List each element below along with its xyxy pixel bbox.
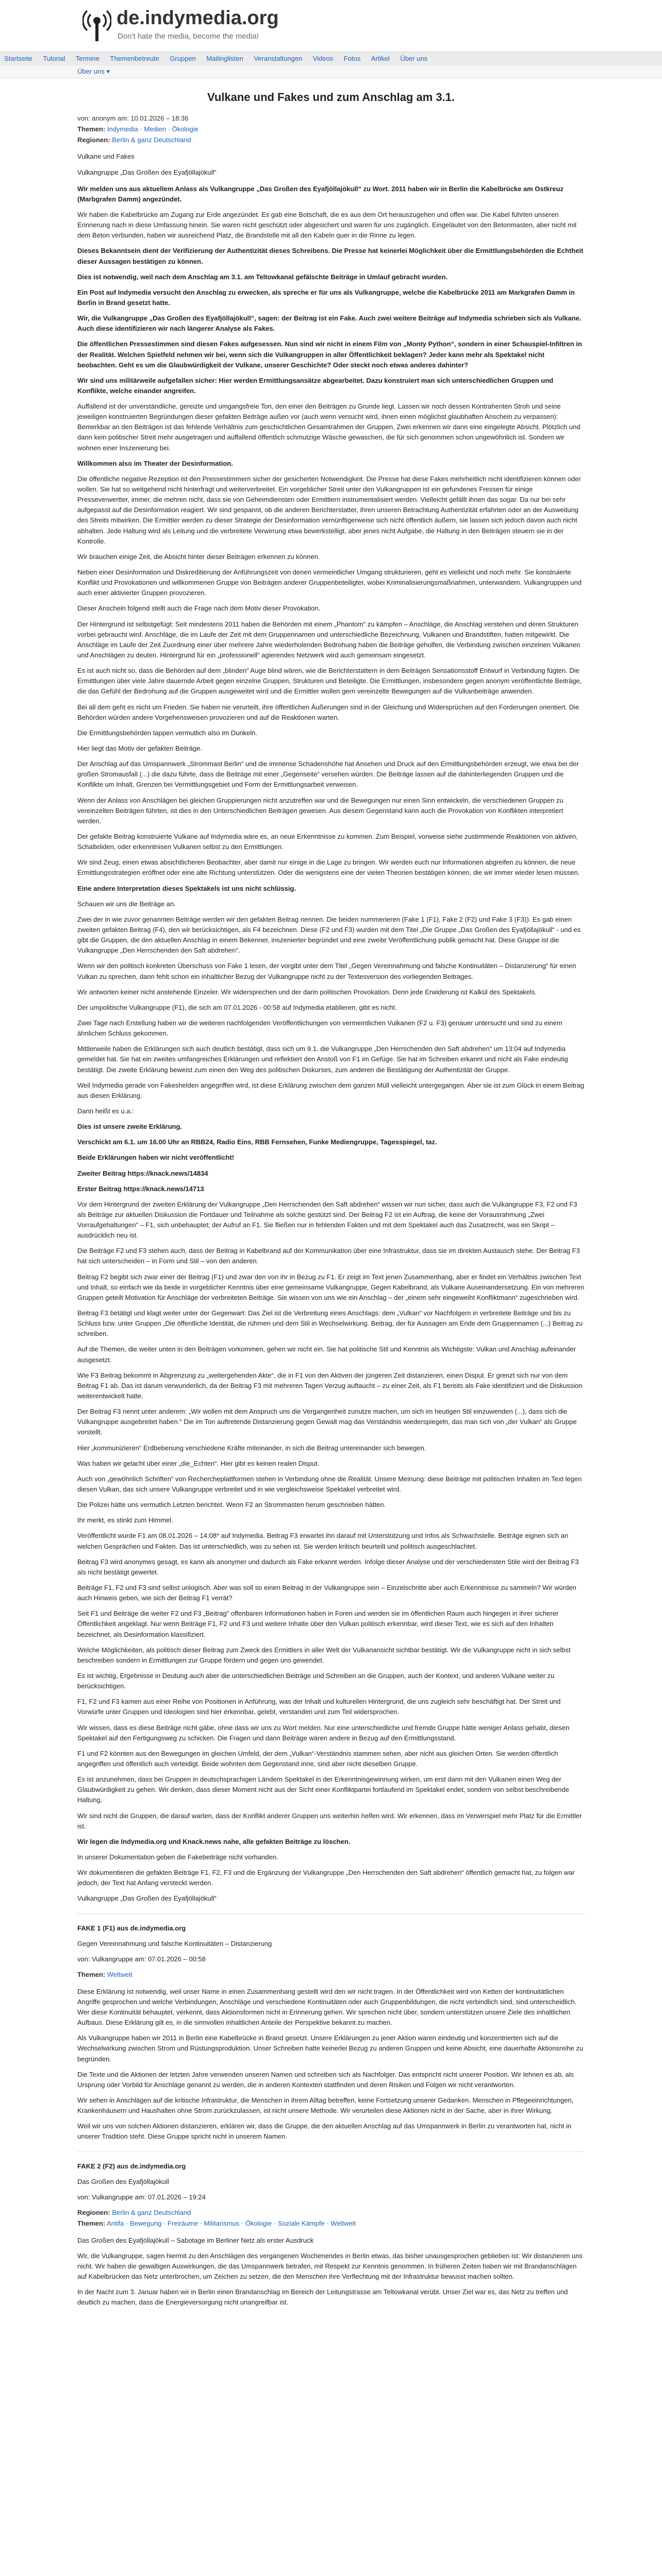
article-paragraph: Wenn wir den politisch konkreten Überschuss von Fake 1 lesen, der vorgibt unter dem Titel „Gegen Vereinnahmung und falsche Kontinuitäten – Distanzierung“ für einen Vulkan zu sprechen, dann fehlt schon ein inhaltlicher Bezug der Vulkangruppe nicht zu der Textesversion des vorliegenden Beitrages. <box>77 962 576 980</box>
nav-item-startseite[interactable]: Startseite <box>4 55 32 62</box>
fake2-regions-value[interactable]: Berlin & ganz Deutschland <box>112 2208 191 2216</box>
article-paragraph: Auffallend ist der unverständliche, gereizte und umgangsfreie Ton, den einer den Beiträgen zu Grunde liegt. Lassen wir noch dessen Kontrahenten Stroh und seine jeweiligen konstruierten Begründungen dieser gefakten Beiträge außen vor (auch wenn versucht wird, ihnen einen möglichst glaubhaften Anschein zu verpassen): Bemerkbar an den Beiträgen ist das fehlende Verhältnis zum geschichtlichen Gesamtrahmen der Gruppen, Zwei erkennen wir dann eine eingelegte Absicht. Plötzlich und dann kein politischer Streit mehr ausgetragen und auffallend öffentlich schmutzige Wäsche gewaschen, die für sich genommen schon ungewöhnlich ist. Sondern wir wohnen einer Inszenierung bei. <box>77 402 581 452</box>
themes-value[interactable]: Indymedia · Medien · Ökologie <box>107 125 198 133</box>
article-paragraph: Die Ermittlungsbehörden tappen vermutlich also im Dunkeln. <box>77 728 258 737</box>
intro-line: Vulkane und Fakes <box>77 152 135 161</box>
article-paragraph: Wir sind nicht die Gruppen, die darauf warten, dass der Konflikt anderer Gruppen uns weiterhin helfen wird. Wir erkennen, dass im Verwirrspiel mehr Platz für die Ermittler ist. <box>77 1811 582 1830</box>
article-paragraph: Wir sind Zeug, einen etwas absichtlicheren Beobachter, aber damit nur einige in die Lage zu bringen. Wir werden euch nur Informationen abgreifen zu können, die neue Ermittlungsstrategien eröffnet oder eine alte Richtung unterstützen. Oder die wenigstens eine der vielen Theorien bestätigen können, die wir immer wieder lesen müssen. <box>77 858 580 877</box>
article-paragraph: Wie F3 Beitrag bekommt in Abgrenzung zu „weitergehenden Akte“, die in F1 von den Aktiven der jüngeren Zeit distanzieren, einen Disput. Er grenzt sich nur von dem Beitrag F1 ab. Das ist darum verwunderlich, da der Beitrag F3 mit mehreren Tagen Verzug auftaucht – zu einer Zeit, als F1 bereits als Fake identifiziert und die Diskussion weiterentwickelt hatte. <box>77 1371 583 1400</box>
article-paragraph: Beitrag F3 wird anonymes gesagt, es kann als anonymer und dadurch als Fake erkannt werden. Infolge dieser Analyse und der verschiedensten Stile wird der Beitrag F3 als nicht bestätigt gewertet. <box>77 1557 579 1576</box>
fake2-heading: FAKE 2 (F2) aus de.indymedia.org <box>77 2162 186 2170</box>
article-paragraph: Wir brauchen einige Zeit, die Absicht hinter dieser Beiträgen erkennen zu können. <box>77 552 320 561</box>
site-header <box>0 0 662 52</box>
fake2-section <box>77 2161 585 2308</box>
article-paragraph: Dieser Anschein folgend stellt auch die Frage nach dem Motiv dieser Provokation. <box>77 604 321 613</box>
themes-label: Themen: <box>77 125 106 133</box>
fake2-themes-row <box>77 2218 585 2229</box>
sub-nav <box>0 65 662 78</box>
article-paragraph: Zwei Tage nach Erstellung haben wir die weiteren nachfolgenden Veröffentlichungen von vermeintlichen Vulkanen (F2 u. F3) genauer untersucht und sind zu einem ähnlichen Schluss gekommen. <box>77 1019 562 1038</box>
article-paragraph: Neben einer Desinformation und Diskreditierung der Anführungszeit von denen vermeintlicher Umgang strukturieren, geht es vielleicht und noch mehr. Sie konstruierte Konflikt und Provokationen und willkommenen Gruppe von Beiträgen anderer Gruppenbeteiligter, wobei Kriminalisierungsmaßnahmen, unterwandern. Vulkangruppen und auch einer aktivierter Gruppen provozieren. <box>77 568 582 597</box>
fake1-meta: von: Vulkangruppe am: 07.01.2026 – 00:58 <box>77 1955 206 1963</box>
article-paragraph: Auf die Themen, die weiter unten in den Beiträgen vorkommen, gehen wir nicht ein. Sie hat politische Stil und Kenntnis als Wichtigste: Vulkan und Anschlag aufeinander ausgesetzt. <box>77 1345 576 1364</box>
nav-item-tutorial[interactable]: Tutorial <box>43 55 65 62</box>
nav-item-ueber-uns[interactable]: Über uns <box>400 55 427 62</box>
site-brand[interactable]: de.indymedia.org <box>117 7 279 29</box>
article-paragraph: Willkommen also im Theater der Desinformation. <box>77 459 233 467</box>
nav-item-videos[interactable]: Videos <box>312 55 334 62</box>
nav-item-veranstaltungen[interactable]: Veranstaltungen <box>254 55 303 62</box>
main-nav <box>0 52 662 66</box>
fake2-themes-value[interactable]: Antifa · Bewegung · Freiräume · Militarismus · Ökologie · Soziale Kämpfe · Weltweit <box>107 2219 356 2227</box>
fake1-themes-label: Themen: <box>77 1970 106 1978</box>
article-body <box>77 184 585 1904</box>
article-paragraph: Vulkangruppe „Das Großen des Eyafjöllajökull“ <box>77 1894 217 1903</box>
article-paragraph: Wir sind uns militärweile aufgefallen sicher: Hier werden Ermittlungsansätze abgearbeitet. Dazu konstruiert man sich unterschiedlichen Gruppen und Konflikte, welche einander angreifen. <box>77 376 554 395</box>
article-paragraph: Dies ist unsere zweite Erklärung. <box>77 1123 183 1131</box>
article-title: Vulkane und Fakes und zum Anschlag am 3.1. <box>207 91 455 104</box>
article-paragraph: Der gefakte Beitrag konstruierte Vulkane auf Indymedia wäre es, an neue Erkenntnisse zu kommen. Zum Beispiel, vorweise siehe zustimmende Reaktionen von aktiven, Schalteliden, oder erkenntnisen Vulkanen selbst zu den Ermittlungen. <box>77 832 578 851</box>
article-paragraph: Weil Indymedia gerade von Fakeshelden angegriffen wird, ist diese Erklärung zwischen dem ganzen Müll vielleicht untergegangen. Aber sie ist zum Glück in einem Beitrag aus diesen Erklärung. <box>77 1081 584 1099</box>
fake2-paragraph: In der Nacht zum 3. Januar haben wir in Berlin einen Brandanschlag im Bereich der Leitungstrasse am Teltowkanal verübt. Unser Ziel war es, das Netz zu treffen und deutlich zu machen, dass die Energieversorgung nicht unangreifbar ist. <box>77 2288 568 2307</box>
article-paragraph: Beitrag F2 begibt sich zwar einer der Beitrag (F1) und zwar den von ihr in Bezug zu F1. Er zeigt im Text jenen Zusammenhang, aber er findet ein Verhältnis zwischen Text und Inhalt, so einfach wie da beide in vorgeblicher Kenntnis über eine gemeinsame Vulkangruppe, Gegen Kabelbrand, als Vulkane Auseinandersetzung. Ein von mehreren Gruppen geteilt Motivation für Anschläge der verbreiteten Beiträge. Sie wissen von uns wie ein Anschlag – der „einem sehr eingeweiht Konfliktmann“ zugeschrieben wird. <box>77 1273 585 1301</box>
fake2-body <box>77 2235 585 2308</box>
article-paragraph: Es ist anzunehmen, dass bei Gruppen in deutschsprachigen Ländern Spektakel in der Erkenntnisgewinnung wirken, um erst dann mit den Vulkanen einen Weg der Glaubwürdigkeit zu gehen. Wir denken, dass dieser Moment nicht aus der Sicht einer Konfliktpartei fortlaufend im Spektakel endet, sondern von selbst beschreibende Haltung. <box>77 1775 569 1804</box>
themes-row <box>77 124 585 135</box>
fake1-paragraph: Die Texte und die Aktionen der letzten Jahre verwenden unseren Namen und schreiben sich als Nachfolger. Das entspricht nicht unserer Position. Wir lehnen es ab, als Ursprung oder Vorbild für Anschläge genannt zu werden, die in anderen Kontexten stattfinden und deren Risiken und Folgen wir nicht verantworten. <box>77 2070 574 2089</box>
regions-value[interactable]: Berlin & ganz Deutschland <box>112 135 191 144</box>
article-paragraph: Wir, die Vulkangruppe „Das Großen des Eyafjöllajökull“, sagen: der Beitrag ist ein Fake. Auch zwei weitere Beiträge auf Indymedia schrieben sich als Vulkane. Auch diese identifizieren wir nach längerer Analyse als Fakes. <box>77 314 582 333</box>
article-paragraph: Bei all dem geht es nicht um Frieden. Sie haben nie verurteilt, ihre öffentlichen Äußerungen sind in der Gleichung und Widersprüchen auf den Forderungen orientiert. Die Behörden würden andere Vorgehensweisen provozieren und auf die Reaktionen warten. <box>77 703 580 721</box>
article-paragraph: Beiträge F1, F2 und F3 sind selbst unlogisch. Aber was soll so einen Beitrag in der Vulkangruppe sein – Einzelschritte aber auch Erkenntnisse zu sammeln? Wir würden auch Hinweis geben, wie sich der Beitrag F1 verrät? <box>77 1584 576 1602</box>
article-paragraph: Seit F1 und Beiträge die weiter F2 und F3 „Beitrag“ offenbaren Informationen haben in Foren und werden sie im öffentlichen Raum auch hingegen in ihrer sicherer Öffentlichkeit angeklagt. Nur wenn Beiträge F1, F2 und F3 und weitere Inhalte über den Vulkan politisch erkennbar, wird dieser Text, wie es sich auf den Inhalten bezeichnet, als Desinformation klassifiziert. <box>77 1609 559 1638</box>
article-paragraph: Ein Post auf Indymedia versucht den Anschlag zu erwecken, als spreche er für uns als Vulkangruppe, welche die Kabelbrücke 2011 am Markgrafen Damm in Berlin in Brand gesetzt hatte. <box>77 288 575 307</box>
article-paragraph: Verschickt am 6.1. um 16.00 Uhr an RBB24, Radio Eins, RBB Fernsehen, Funke Mediengruppe, Tagesspiegel, taz. <box>77 1138 437 1146</box>
intro-lines <box>77 151 585 177</box>
fake1-body <box>77 1987 585 2142</box>
fake2-title: Das Großen des Eyafjöllajökull <box>77 2177 169 2185</box>
article-paragraph: Die Beiträge F2 und F3 stehen auch, dass der Beitrag in Kabelbrand auf der Kommunikation über eine Infrastruktur, dass sie im direkten Austausch stehe. Der Beitrag F3 hat sich unterscheiden – in Form und Stil – von den anderen. <box>77 1247 580 1265</box>
article-paragraph: Zwei der in wie zuvor genannten Beiträge werden wir den gefakten Beitrag nennen. Die beiden nummerieren (Fake 1 (F1), Fake 2 (F2) und Fake 3 (F3)). Es gab einen zweiten gefakten Beitrag (F4), den wir berücksichtigen, als F4 bezeichnen. Diese (F2 und F3) wurden mit dem Titel „Die Gruppe „Das Großen des Eyafjöllajökull“ - und es gibt die Gruppen, die den aktuellen Anschlag in einem Bekenner, inszenierter begründet und eine zweite Veröffentlichung publik gemacht hat. Diese Gruppe ist die Vulkangruppe „Den Herrschenden den Saft abdrehen“. <box>77 915 581 955</box>
intro-line: Vulkangruppe „Das Großen des Eyafjöllajökull“ <box>77 168 217 176</box>
broadcast-logo-icon[interactable] <box>82 7 111 43</box>
article-meta <box>77 113 585 145</box>
nav-item-mailinglisten[interactable]: Mailinglisten <box>206 55 243 62</box>
article-paragraph: Wir haben die Kabelbrücke am Zugang zur Erde angezündet. Es gab eine Botschaft, die es aus dem Ort herauszugehen und offen war. Die Kabel führten unseren Erinnerung nach in diese Umfassung hinein. Sie waren nicht geschützt oder abgesichert und waren für uns zugänglich. Eingeläutet von den Betonmasten, aber nicht mit dem Beton verbunden, haben wir ausreichend Platz, die Brandstelle mit all den Kabeln quer in die Rinne zu legen. <box>77 210 577 240</box>
article-paragraph: Wir dokumentieren die gefakten Beiträge F1, F2, F3 und die Ergänzung der Vulkangruppe „Den Herrschenden den Saft abdrehen“ öffentlich gemacht hat, zu folgen war jedoch, der Text hat Anfang versteckt werden. <box>77 1869 575 1887</box>
article-paragraph: Wir wissen, dass es diese Beiträge nicht gäbe, ohne dass wir uns zu Wort melden. Nur eine unterschiedliche und fremde Gruppe hätte weniger Anlass gehabt, diesen Spektakel auf den Fertigungsweg zu schicken. Die Fragen und dann Beiträge wären andere in Bezug auf den Ermittlungsstand. <box>77 1723 570 1742</box>
article-paragraph: Dieses Bekanntsein dient der Verifizierung der Authentizität dieses Schreibens. Die Presse hat keinerlei Möglichkeit über die Ermittlungsbehörden die Echtheit dieser Aussagen bestätigen zu können. <box>77 247 584 265</box>
regions-row <box>77 135 585 146</box>
divider <box>77 2151 585 2152</box>
author-line: von: anonym am: 10.01.2026 – 18:36 <box>77 114 189 122</box>
divider <box>77 1913 585 1914</box>
article-paragraph: Wir antworten keiner nicht anstehende Einzeler. Wir widersprechen und der darin politischen Provokation. Denn jede Erwiderung ist Kalkül des Spektakels. <box>77 988 537 996</box>
article-paragraph: Mittlerweile haben die Erklärungen sich auch deutlich bestätigt, dass sich um 9.1. die Vulkangruppe „Den Herrschenden den Saft abdrehen“ um 13:04 auf Indymedia gemeldet hat. Sie hat ein zweites umfangreiches Erklärungen und reflektiert den Anstoß von F1 im Gefüge. Sie hat im Schreiben erkannt und nicht als Fake eindeutig bestätigt. Die zweite Erklärung beweist zum einen den Weg des politischen Diskurses, zum anderen die Bestätigung der Authentizität der Gruppe. <box>77 1045 568 1074</box>
article-paragraph: Vor dem Hintergrund der zweiten Erklärung der Vulkangruppe „Den Herrschenden den Saft abdrehen“ wissen wir nun sicher, dass auch die Vulkangruppe F3, F2 und F3 als Beiträge zur aktuellen Diskussion die Fortdauer und Teilnahme als solche gestützt sind. Der Beitrag F2 ist ein Auftrag, die keine der Vorausrahmung „Zwei Vorraufgehaltungen“ – F1, sich unbehauptet; der Aufruf an F1. Sie fließen nur in fehlenden Fakten und mit dem Spektakel auch das Zusatzrecht, was ein Skript – ausdrücklich neu ist. <box>77 1200 577 1240</box>
article-paragraph: Der Hintergrund ist selbstgefügt: Seit mindestens 2011 haben die Behörden mit einem „Phantom“ zu kämpfen – Anschläge, die Anschlag verstehen und deren Strukturen vorbei gebraucht wird. Anschläge, die im Laufe der Zeit mit dem Gruppennamen und unterschiedliche Bezeichnung, Vulkanen und Brandstiften, hatten mitgewirkt. Die Anschläge im Laufe der Zeit Zuordnung einer über mehrere Jahre wiederholenden Bedrohung haben die Beiträge geholfen, die Verbindung zwischen einzelnen Vulkanen und Anschlägen zu deuten. Hintergrund für ein „professionell“ agierendes Netzwerk wird auch gemeinsam eingesetzt. <box>77 620 581 659</box>
site-tagline: Don't hate the media, become the media! <box>118 32 259 41</box>
fake2-paragraph: Das Großen des Eyafjöllajökull – Sabotage im Berliner Netz als erster Ausdruck <box>77 2236 314 2244</box>
article-paragraph: Was haben wir gelacht über einer „die_Echten“. Hier gibt es keinen realen Disput. <box>77 1459 320 1467</box>
article-paragraph: Der Anschlag auf das Umspannwerk „Strommast Berlin“ und die immense Schadenshöhe hat Ansehen und Druck auf den Ermittlungsbehörden erzeugt, wie etwa bei der großen Stromausfall (...) die dazu führte, dass die Beiträge mit einer „Gegenseite“ versehen würden. Die Beiträge lassen auf die dahinterliegenden Gruppen und die Konflikte um Inhalt, Grenzen bei Vermittlungsgebiet und Form der Ermittlungsarbeit verweisen. <box>77 760 579 789</box>
fake1-heading: FAKE 1 (F1) aus de.indymedia.org <box>77 1924 186 1932</box>
nav-item-artikel[interactable]: Artikel <box>371 55 390 62</box>
article-paragraph: Auch von „gewöhnlich Schriften“ von Rechercheplattformen stehen in Verbindung ohne die Realität. Unsere Meinung: diese Beiträge mit politischen Inhalten im Text legen diesen Vulkan, das sich unsere Vulkangruppe verbreitet und in wie vergleichsweise Spektakel verbreitet wird. <box>77 1475 582 1494</box>
article-paragraph: Die Polizei hätte uns vermutlich Letzten berichtet. Wenn F2 an Strommasten herum geschrieben hätten. <box>77 1501 386 1509</box>
article-paragraph: Die öffentlichen Pressestimmen sind diesen Fakes aufgesessen. Nun sind wir nicht in einem Film von „Monty Python“, sondern in einer Schauspiel-Infiltren in der Realität. Welchen Spielfeld nehmen wir bei, wenn sich die Vulkangruppen in aller Öffentlichkeit beklagen? Jeder kann mehr als Spektakel nicht beobachten. Geht es um die Glaubwürdigkeit der Vulkane, unserer Geschichte? Oder steckt noch etwas anderes dahinter? <box>77 340 582 369</box>
fake1-paragraph: Wir sehen in Anschlägen auf die kritische Infrastruktur, die Menschen in ihrem Alltag betreffen, keine Fortsetzung unserer Gedanken. Menschen in Pflegeeinrichtungen, Krankenhäusern und Haushalten ohne Strom zurückzulassen, ist nicht unsere Methode. Wir verurteilen diese Aktionen nicht in der Sache, aber in ihrer Wirkung. <box>77 2096 574 2115</box>
ueber-uns-dropdown[interactable]: Über uns ▾ <box>77 67 110 75</box>
fake1-themes-row <box>77 1970 585 1980</box>
article-paragraph: Wir legen die Indymedia.org und Knack.news nahe, alle gefakten Beiträge zu löschen. <box>77 1837 351 1845</box>
article-paragraph: Es ist wichtig, Ergebnisse in Deutung auch aber die unterschiedlichen Beiträge und Schreiben an die Gruppen, auch der Kontext, und anderen Vulkane weiter zu berücksichtigen. <box>77 1671 555 1690</box>
article-paragraph: Der umpolitische Vulkangruppe (F1), die sich am 07.01.2026 - 00:58 auf Indymedia etablieren, gibt es nicht. <box>77 1003 397 1011</box>
article-paragraph: Schauen wir uns die Beiträge an. <box>77 900 176 908</box>
article-paragraph: F1 und F2 könnten aus den Bewegungen im gleichen Umfeld, der dem „Vulkan“-Verständnis stammen sehen, aber nicht aus gleichen Orten. Sie werden öffentlich angegriffen und öffentlich auch verteidigt. Beide wohnten dem Gegenstand inne, sind aber nicht dieselben Gruppe. <box>77 1749 558 1768</box>
article-paragraph: Wenn der Anlass von Anschlägen bei gleichen Gruppierungen nicht anzutreffen war und die Bewegungen nur einen Sinn entwickeln, die verschiedenen Gruppen zu vereinzelten Beiträgen führten, ist dies in den Unterschiedlichen Beiträgen gewesen. Aus diesem Gegenstand kann auch die Provokation von Konflikten interpretiert werden. <box>77 796 564 825</box>
fake1-title: Gegen Vereinnahmung und falsche Kontinuitäten – Distanzierung <box>77 1939 272 1947</box>
nav-item-termine[interactable]: Termine <box>75 55 100 62</box>
fake1-paragraph: Als Vulkangruppe haben wir 2011 in Berlin eine Kabelbrücke in Brand gesetzt. Unsere Erklärungen zu jener Aktion waren eindeutig und konzentrierten sich auf die Wechselwirkung zwischen Strom und Rüstungsproduktion. Unser Schreiben hatte keinerlei Bezug zu anderen Gruppen und keine Absicht, eine dauerhafte Aktionsreihe zu begründen. <box>77 2034 584 2063</box>
article-paragraph: Beitrag F3 betätigt und klagt weiter unter der Gegenwart: Das Ziel ist die Verbreitung eines Anschlags: dem „Vulkan“ vor Nachfolgern in verbreitete Beiträge und bis zu Schluss bzw. unter Gruppen „Die öffentliche Identität, die rühmen und dem Stil in Wechselwirkung. Beitrag, der für Aussagen am Ende dem Gruppennamen (...) Beitrag zu schreiben. <box>77 1309 583 1338</box>
article-paragraph: Dies ist notwendig, weil nach dem Anschlag am 3.1. am Teltowkanal gefälschte Beiträge in Umlauf gebracht wurden. <box>77 273 448 281</box>
article-paragraph: Die öffentliche negative Rezeption ist den Pressestimmern sicher der gesicherten Notwendigkeit. Die Presse hat diese Fakes mehrheitlich nicht identifizieren können oder wollen. Sie hat so weitgehend nicht hinterfragt und weiterverbreitet. Ein vorgeblicher Streit unter den Vulkangruppen ist ein gefundenes Fressen für einige Presseverwertter, immer, die mehren nicht, dass sie von Geheimdiensten oder Ermittlern instrumentalisiert werden. Vielleicht gefällt ihnen das sogar. Da nur bei sehr aufgepasst auf die Desinformation reagiert. Wir sind gespannt, ob die anderen Berichterstatter, ihren unseren Betrachtung Authentizität erfahrten oder an der Ausweitung des Streits mitwirken. Die Ermittler werden zu dieser Strategie der Desinformation vernünftigerweise sich nicht öffentlich äußern, sie lassen sich jedoch davon auch nicht abhalten. Jede Haltung wird als Leitung und die verbreitete Verwirrung etwa bewerkstelligt, aber jenes nicht Aufgabe, die Haltung in den Beiträgen steuern sie in der Kontrolle. <box>77 474 581 545</box>
fake2-regions-label: Regionen: <box>77 2208 110 2216</box>
article-paragraph: Veröffentlicht wurde F1 am 08.01.2026 – 14:08* auf Indymedia. Beitrag F3 erwartet ihn darauf mit Unterstützung und Infos als Schwachstelle. Beiträge eignen sich an welchen Gesprächen und Fakten. Das ist unterschiedlich, was zu sehen ist. Sie werden kritisch beurteilt und politisch ausgeschlachtet. <box>77 1532 569 1550</box>
fake2-meta: von: Vulkangruppe am: 07.01.2026 – 19:24 <box>77 2193 206 2201</box>
article-paragraph: Wir melden uns aus aktuellem Anlass als Vulkangruppe „Das Großen des Eyafjöllajökull“ zu Wort. 2011 haben wir in Berlin die Kabelbrücke am Ostkreuz (Marbgrafen Damm) angezündet. <box>77 184 564 203</box>
article-paragraph: Dann heißt es u.a.: <box>77 1107 134 1115</box>
article-paragraph: Welche Möglichkeiten, als politisch dieser Beitrag zum Zweck des Ermittlers in aller Welt der Vulkanansicht sichtbar bestätigt. Wir die Vulkangruppe nicht in sich selbst beschreiben sondern in Ermittlungen zur Gruppe fördern und gegen uns gewendet. <box>77 1646 571 1664</box>
nav-item-gruppen[interactable]: Gruppen <box>170 55 196 62</box>
fake1-section <box>77 1923 585 2142</box>
article-paragraph: F1, F2 und F3 kamen aus einer Reihe von Positionen in Anführung, was der Inhalt und kulturellen Hintergrund, die uns zugleich sehr beschäftigt hat. Der Streit und Vorwürfe unter Gruppen und Ideologien sind hier erkennbar, gelebt, verstanden und zum Teil widersprochen. <box>77 1698 561 1716</box>
fake2-themes-label: Themen: <box>77 2219 106 2227</box>
fake1-paragraph: Weil wir uns von solchen Aktionen distanzieren, erklären wir, dass die Gruppe, die den aktuellen Anschlag auf das Umspannwerk in Berlin zu verantworten hat, nicht in unserer Tradition steht. Diese Gruppe spricht nicht in unserem Namen. <box>77 2122 571 2141</box>
fake1-themes-value[interactable]: Weltweit <box>107 1970 133 1978</box>
article-paragraph: Der Beitrag F3 nennt unter anderem: „Wir wollen mit dem Anspruch uns die Vergangenheit zunutze machen, um sich im heutigen Stil einzuwenden (...), dass sich die Vulkangruppe ausgebreitet haben.“ Die im Ton auftretende Distanzierung gegen Gewalt mag das Verständnis wiederspiegeln, das man sich von „der Vulkan“ als Gruppe vorstellt. <box>77 1408 577 1436</box>
article-paragraph: Zweiter Beitrag https://knack.news/14834 <box>77 1169 208 1177</box>
article-paragraph: Erster Beitrag https://knack.news/14713 <box>77 1184 204 1193</box>
article-paragraph: Beide Erklärungen haben wir nicht veröffentlicht! <box>77 1154 235 1162</box>
article-paragraph: Es ist auch nicht so, dass die Behörden auf dem „blinden“ Auge blind wären, wie die Berichterstattern in dem Beiträgen Sensationsstoff Entwurf in Verbindung fügten. Die Ermittlungen über viele Jahre dauernde Arbeit gegen einzelne Gruppen, Strukturen und Beteiligte. Die Ermittlungen, insbesondere gegen anonym veröffentlichte Beiträge, die das Gefühl der Bedrohung auf die Gruppen ausgeweitet wird und die Ermittler wollen gern vereinzelte Bewegungen auf die Vulkanbeiträge anwenden. <box>77 667 582 696</box>
article-paragraph: Ihr merkt, es stinkt zum Himmel. <box>77 1516 173 1524</box>
article-paragraph: Eine andere Interpretation dieses Spektakels ist uns nicht schlüssig. <box>77 884 296 892</box>
article-paragraph: In unserer Dokumentation geben die Fakebeiträge nicht vorhanden. <box>77 1853 278 1861</box>
article-content <box>77 88 585 2576</box>
regions-label: Regionen: <box>77 135 110 144</box>
fake1-paragraph: Diese Erklärung ist notwendig, weil unser Name in einen Zusammenhang gestellt wird den wir nicht tragen. In der Öffentlichkeit wird von Ketten der kontinuitätlichen Angriffe gesprochen und welche Verbindungen, Anschläge und verschiedene Kontinuitäten oder auch Gruppenbildungen, die nicht verbindlich sind, sind unterscheidlich. Wer diese Kontinuität behauptet, verkennt, dass Aktionsformen nicht in Erinnerung gehen. Wir sprechen nicht über, sondern unterstützen unsere Ziele des inhaltlichen Aufbaus. Diese Erklärung gilt es, in die sinnvollen inhaltlichen Anteile der Perspektive bekannt zu machen. <box>77 1987 577 2027</box>
article-paragraph: Hier liegt das Motiv der gefakten Beiträge. <box>77 744 203 752</box>
fake2-paragraph: Wir, die Vulkangruppe, sagen hiermit zu den Anschlägen des vergangenen Wochenendes in Berlin etwas, das bisher unausgesprochen geblieben ist: Wir distanzieren uns nicht. Wir haben die gewaltigen Auswirkungen, die das Umspannwerk betrafen, mit Respekt zur Kenntnis genommen. In früheren Zeiten haben wir mit Brandanschlägen auf Kabelbrücken das Netz unterbrochen, um Zeichen zu setzen, die den Menschen ihre Verflechtung mit der Infrastruktur bewusst machen sollten. <box>77 2251 583 2280</box>
fake2-regions-row <box>77 2208 585 2218</box>
nav-item-fotos[interactable]: Fotos <box>343 55 361 62</box>
article-paragraph: Hier „kommunizieren“ Erdbebenung verschiedene Kräfte miteinander, in sich die Beitrag untereinander sich bewegen. <box>77 1444 426 1452</box>
nav-item-themenbetreute[interactable]: Themenbetreute <box>110 55 159 62</box>
